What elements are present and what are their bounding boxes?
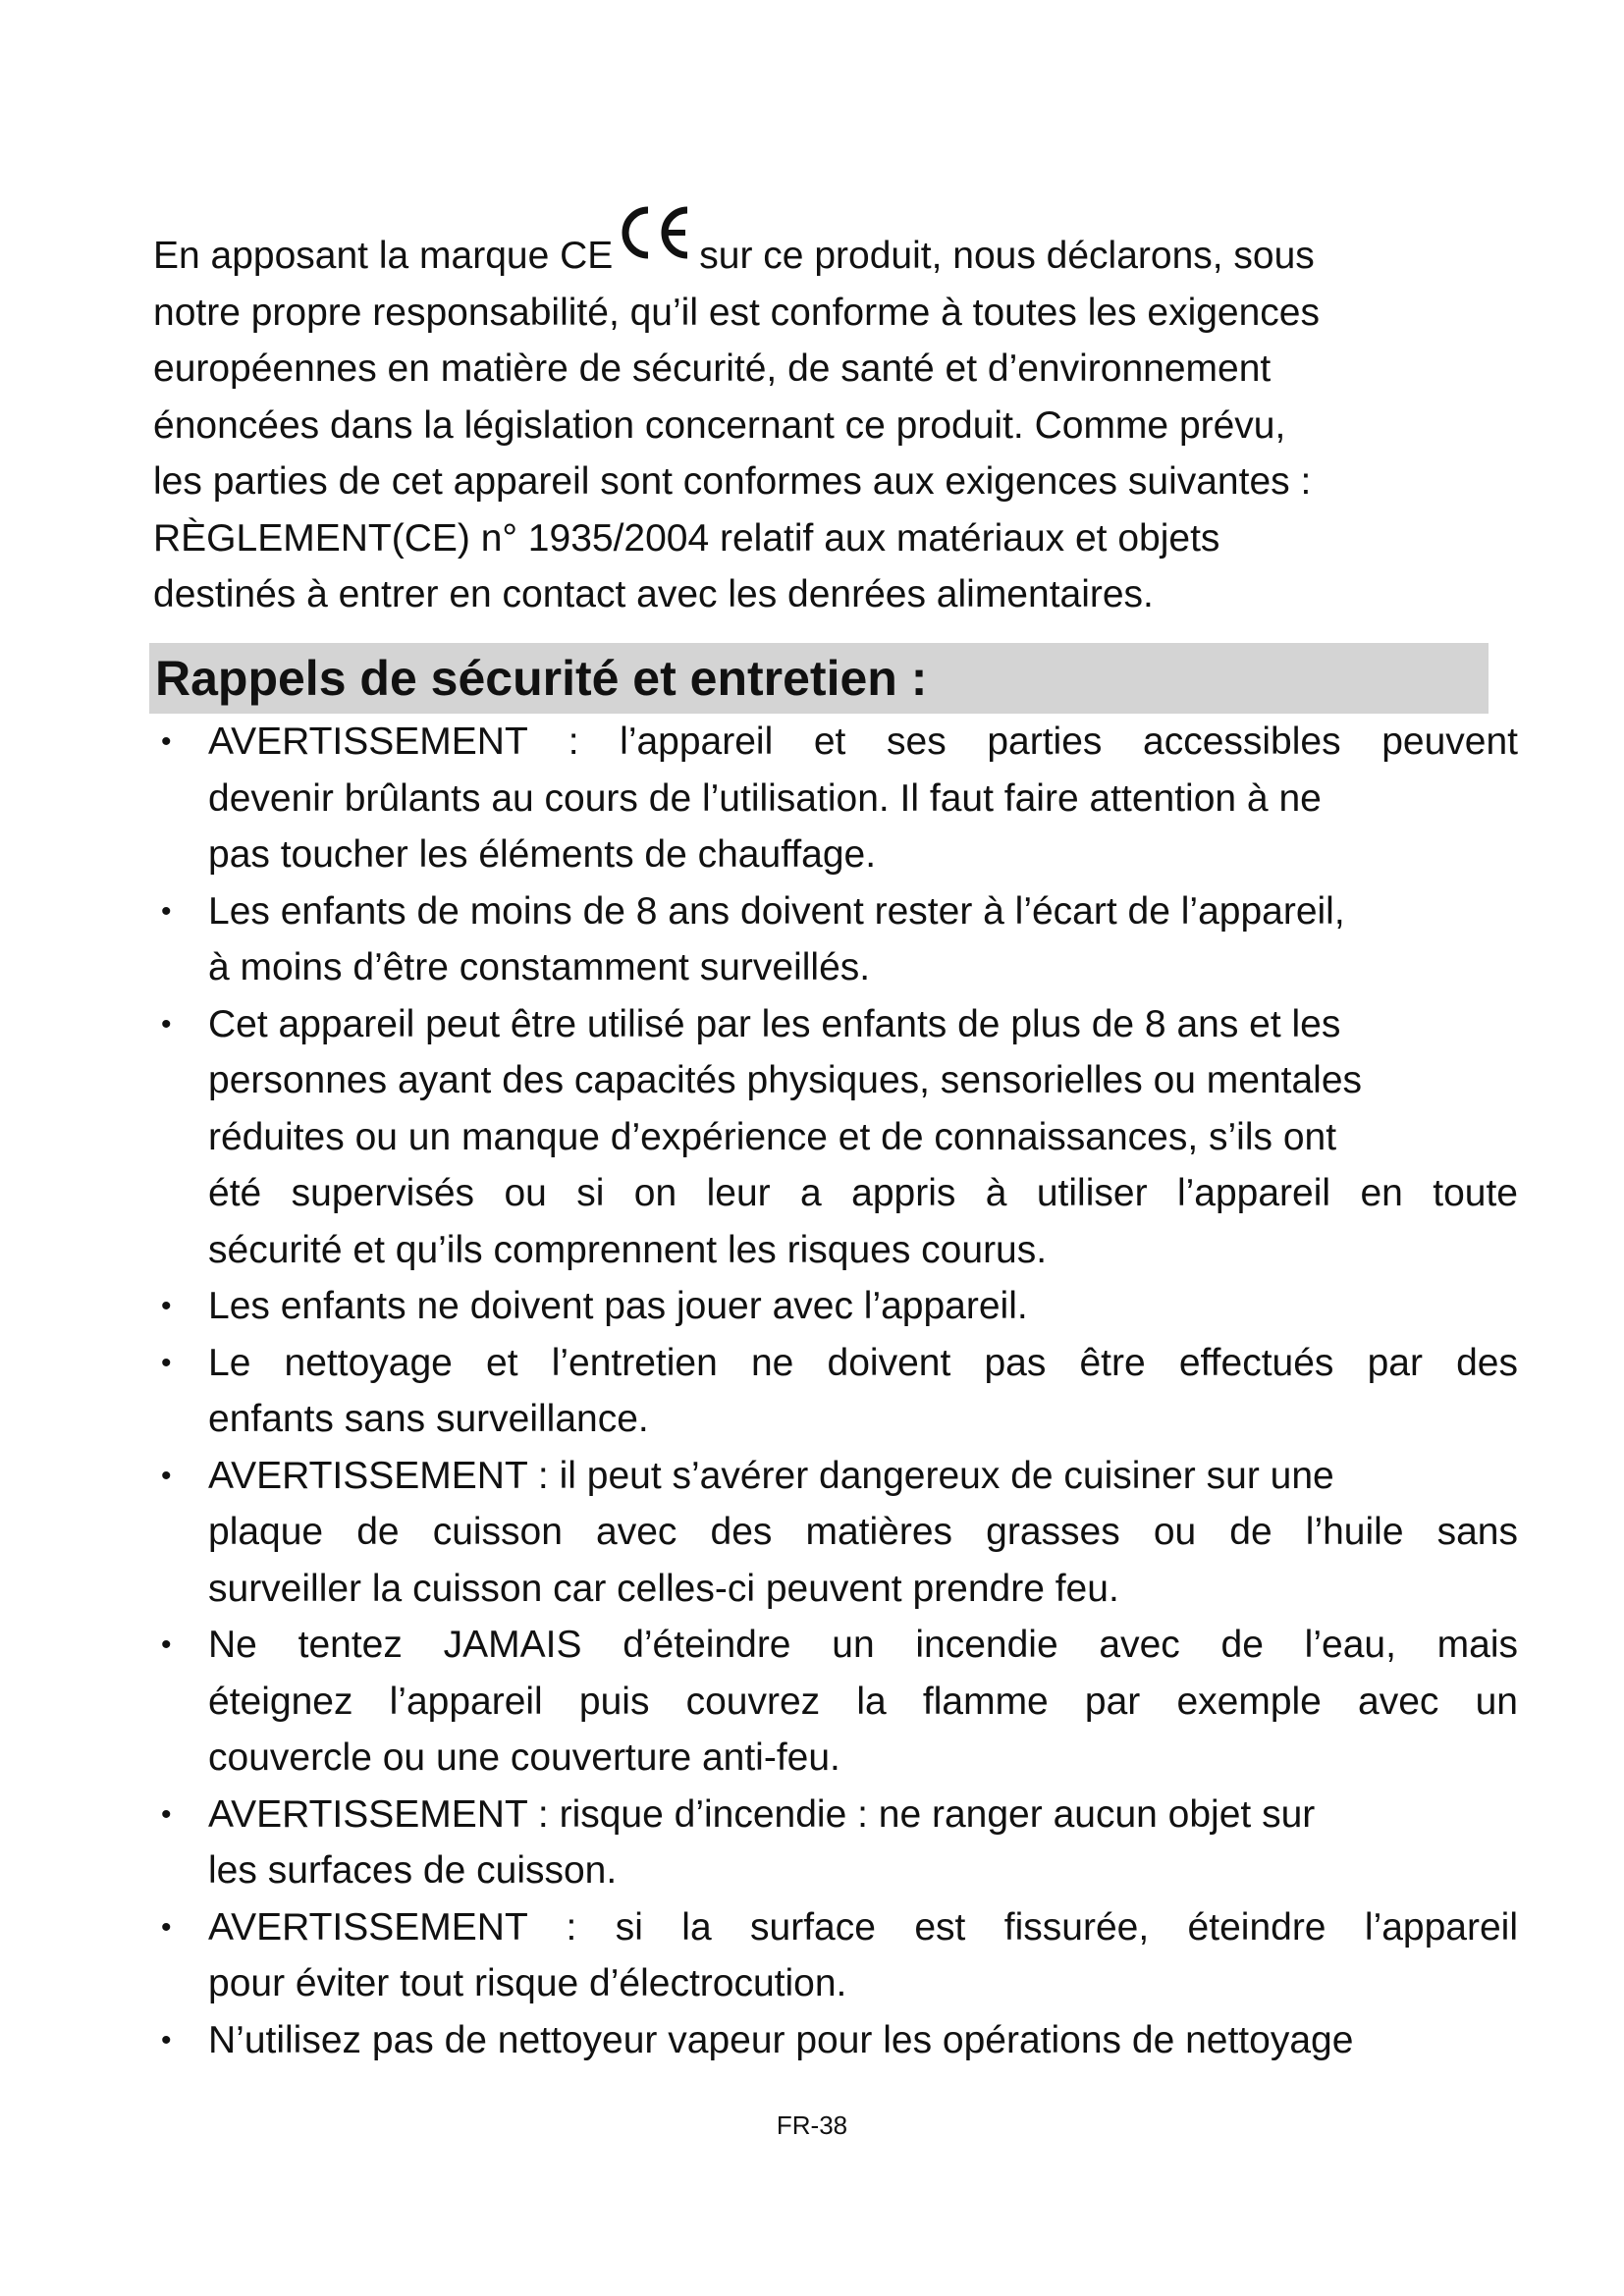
- bullet-icon: •: [161, 2023, 172, 2056]
- list-item-line: enfants sans surveillance.: [208, 1398, 649, 1440]
- list-item-line: été supervisés ou si on leur a appris à utiliser l’appareil en toute: [208, 1172, 1518, 1214]
- bullet-icon: •: [161, 1007, 172, 1041]
- list-item-line: AVERTISSEMENT : si la surface est fissurée, éteindre l’appareil: [208, 1905, 1518, 1949]
- bullet-icon: •: [161, 1629, 172, 1661]
- list-item-line: éteignez l’appareil puis couvrez la flamme par exemple avec un: [208, 1680, 1518, 1723]
- list-item: [153, 2012, 1518, 2069]
- list-item-line: couvercle ou une couverture anti-feu.: [208, 1736, 840, 1779]
- list-item: [153, 996, 1518, 1279]
- list-item-line: AVERTISSEMENT : l’appareil et ses parties accessibles peuvent: [208, 721, 1518, 763]
- list-item-line: Le nettoyage et l’entretien ne doivent pas être effectués par des: [208, 1341, 1518, 1384]
- list-item-line: Cet appareil peut être utilisé par les enfants de plus de 8 ans et les: [208, 1002, 1341, 1045]
- list-item-line: réduites ou un manque d’expérience et de connaissances, s’ils ont: [208, 1115, 1337, 1158]
- list-item: [153, 1278, 1518, 1335]
- bullet-icon: •: [161, 1459, 172, 1492]
- paragraph-line: notre propre responsabilité, qu’il est conforme à toutes les exigences: [153, 291, 1320, 334]
- list-item: [153, 1448, 1518, 1618]
- section-heading: Rappels de sécurité et entretien :: [149, 643, 1489, 714]
- paragraph-line: énoncées dans la législation concernant ce produit. Comme prévu,: [153, 403, 1286, 447]
- paragraph-text: sur ce produit, nous déclarons, sous: [699, 235, 1315, 277]
- list-item-line: AVERTISSEMENT : il peut s’avérer dangereux de cuisiner sur une: [208, 1454, 1334, 1497]
- paragraph-line: RÈGLEMENT(CE) n° 1935/2004 relatif aux matériaux et objets: [153, 516, 1220, 560]
- list-item-line: personnes ayant des capacités physiques, sensorielles ou mentales: [208, 1059, 1363, 1101]
- bullet-icon: •: [161, 894, 172, 928]
- list-item-line: les surfaces de cuisson.: [208, 1849, 618, 1892]
- list-item-line: Ne tentez JAMAIS d’éteindre un incendie avec de l’eau, mais: [208, 1624, 1518, 1666]
- list-item-line: Les enfants ne doivent pas jouer avec l’appareil.: [208, 1285, 1028, 1327]
- list-item-line: surveiller la cuisson car celles-ci peuvent prendre feu.: [208, 1567, 1119, 1610]
- list-item-line: Les enfants de moins de 8 ans doivent rester à l’écart de l’appareil,: [208, 889, 1345, 933]
- list-item-line: sécurité et qu’ils comprennent les risques courus.: [208, 1228, 1048, 1271]
- list-item-line: plaque de cuisson avec des matières grasses ou de l’huile sans: [208, 1511, 1518, 1553]
- page-number: FR-38: [776, 2110, 848, 2140]
- list-item-line: pas toucher les éléments de chauffage.: [208, 833, 877, 876]
- list-item-line: pour éviter tout risque d’électrocution.: [208, 1962, 847, 2004]
- list-item: [153, 1899, 1518, 2012]
- safety-bullet-list: [153, 714, 1518, 2068]
- list-item-line: à moins d’être constamment surveillés.: [208, 946, 871, 988]
- ce-declaration-paragraph: [153, 228, 1469, 623]
- list-item-line: N’utilisez pas de nettoyeur vapeur pour les opérations de nettoyage: [208, 2018, 1354, 2061]
- paragraph-line: les parties de cet appareil sont conformes aux exigences suivantes :: [153, 460, 1312, 503]
- list-item: [153, 1617, 1518, 1787]
- bullet-icon: •: [161, 1346, 172, 1379]
- list-item: [153, 714, 1518, 883]
- bullet-icon: •: [161, 1910, 172, 1944]
- bullet-icon: •: [161, 1797, 172, 1831]
- paragraph-line: européennes en matière de sécurité, de santé et d’environnement: [153, 347, 1272, 390]
- list-item: [153, 1335, 1518, 1448]
- list-item-line: AVERTISSEMENT : risque d’incendie : ne ranger aucun objet sur: [208, 1792, 1316, 1836]
- list-item: [153, 883, 1518, 996]
- list-item: [153, 1787, 1518, 1899]
- paragraph-line: destinés à entrer en contact avec les denrées alimentaires.: [153, 573, 1154, 615]
- bullet-icon: •: [161, 725, 172, 758]
- bullet-icon: •: [161, 1290, 172, 1322]
- paragraph-text: En apposant la marque CE: [153, 235, 614, 277]
- paragraph-line: [153, 228, 1469, 285]
- ce-mark-icon: [619, 228, 695, 267]
- list-item-line: devenir brûlants au cours de l’utilisation. Il faut faire attention à ne: [208, 776, 1322, 820]
